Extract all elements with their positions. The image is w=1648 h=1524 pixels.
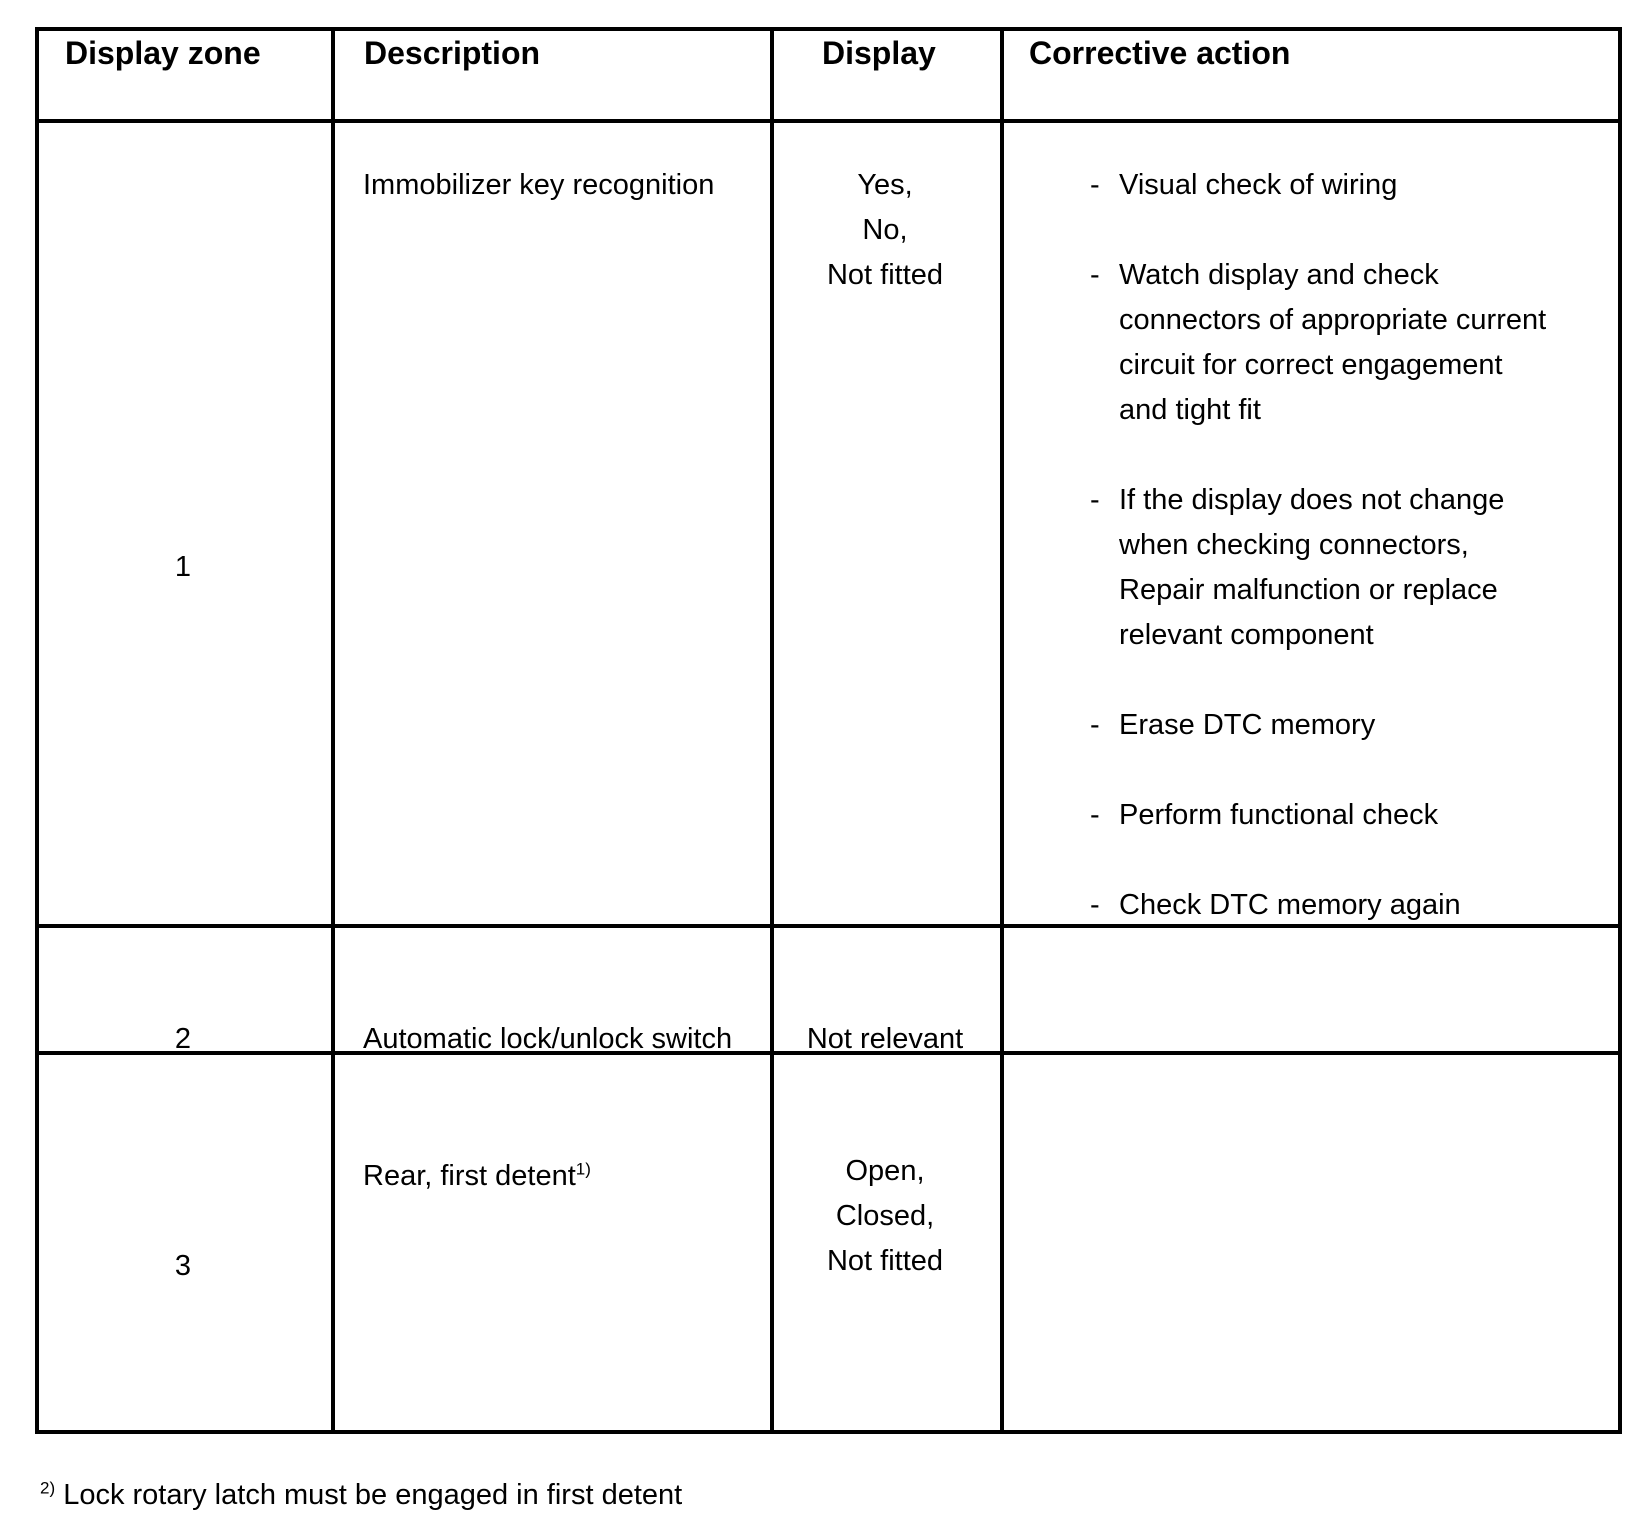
row-divider [39,119,1618,123]
footnote-marker: 2) [40,1478,56,1498]
row2-zone: 2 [174,1023,192,1055]
action-line: Repair malfunction or replace [1119,574,1498,606]
action-line: when checking connectors, [1119,529,1469,561]
list-dash: - [1090,709,1100,741]
action-line: Check DTC memory again [1119,889,1461,921]
row3-description [363,1154,591,1199]
list-item [1090,703,1546,748]
row1-description: Immobilizer key recognition [363,169,715,201]
list-dash: - [1090,889,1100,921]
list-dash: - [1090,259,1100,291]
list-item [1090,478,1546,658]
action-line: Visual check of wiring [1119,169,1398,201]
display-value: Closed, [835,1200,935,1232]
footnote-marker: 1) [575,1159,591,1179]
list-dash: - [1090,799,1100,831]
action-line: Erase DTC memory [1119,709,1376,741]
row2-description: Automatic lock/unlock switch [363,1023,733,1055]
row2-display [770,1017,1000,1062]
header-corrective-action: Corrective action [1029,35,1291,71]
action-line: Watch display and check [1119,259,1439,291]
display-value: Not fitted [826,259,944,291]
row3-description-text: Rear, first detent [363,1160,576,1192]
list-item [1090,163,1546,208]
display-value: Not relevant [806,1023,964,1055]
display-value: Open, [845,1155,925,1187]
row1-display [770,163,1000,298]
footnote [40,1475,682,1515]
corrective-action-list [1090,163,1546,973]
list-item [1090,883,1546,928]
column-divider [331,31,335,1430]
header-display: Display [822,35,936,71]
row3-zone: 3 [174,1250,192,1282]
footnote-text: Lock rotary latch must be engaged in first detent [63,1479,683,1511]
row1-zone: 1 [174,551,192,583]
action-line: and tight fit [1119,394,1261,426]
display-value: Not fitted [826,1245,944,1277]
action-line: Perform functional check [1119,799,1439,831]
header-display-zone: Display zone [65,35,261,71]
header-description: Description [364,35,541,71]
action-line: If the display does not change [1119,484,1505,516]
list-item [1090,253,1546,433]
action-line: relevant component [1119,619,1374,651]
display-value: Yes, [857,169,913,201]
list-item [1090,793,1546,838]
column-divider [1000,31,1004,1430]
row3-display [770,1149,1000,1284]
action-line: connectors of appropriate current [1119,304,1547,336]
list-dash: - [1090,484,1100,516]
action-line: circuit for correct engagement [1119,349,1503,381]
display-value: No, [862,214,908,246]
list-dash: - [1090,169,1100,201]
